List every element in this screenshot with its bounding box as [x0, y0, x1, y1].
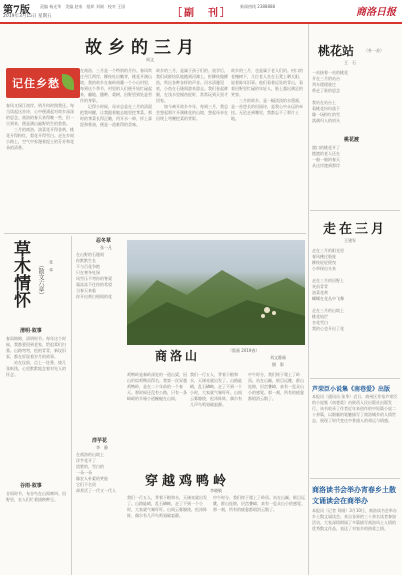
photo-credit-sub: 摄 影 — [272, 362, 284, 367]
leaf-icon — [62, 74, 74, 90]
poem1-text: 在山野的石缝间 你默默生长 不与百花争艳 只在寒冬吐绿 风雪压不弯你的脊梁 霜冻冻不住你的希望 当春天来临 你开出黄白相间的花 — [76, 252, 112, 299]
header-rule — [0, 22, 402, 24]
feature-title: 草木情怀 — [10, 240, 30, 308]
main-byline: 周文 — [146, 57, 154, 62]
news1-text: 本报讯（通讯员 张华）近日，商州区作家芦荣臣的小说集《南巷爱》由陕西人民出版社出版发行。该书收录了作者近年来创作的中短篇小说二十余篇，以细腻的笔触描写了商洛城乡的人情世态，展现了时代变迁中普通人的命运与情感。 — [312, 394, 398, 423]
main-col-2: 故乡的三月，是属于孩子们的。放学后，我们成群结队地跑到河滩上，折柳枝做柳笛，吹出各种各样的声音。河水清澈见底，小鱼在石缝间游来游去。我们卷起裤腿，在浅水里摸鱼捉虾，常常玩到天黑才回家。 如今离开故乡多年，每到三月，我总会想起那片开满桃花的山坡，想起母亲在田埂上弯腰挖菜的背影。 — [156, 68, 228, 121]
right-rule-2 — [310, 378, 400, 379]
news1-title: 芦荣臣小说集《南巷爱》出版 — [312, 386, 391, 393]
feature-part2-title: 谷雨·叙事 — [20, 483, 42, 489]
edition-number: 第7版 — [3, 5, 30, 16]
main-bottom-rule — [4, 233, 306, 234]
issue-date: 2019年3月15日 星期五 — [3, 14, 52, 19]
photo-credit: 刘文静画 — [270, 355, 286, 360]
right-poem3-text: 走在三月的阳光里 春风拂过脸庞 柳枝轻轻摇曳 小草探出头来 走在三月的田野上 麦苗青青 油菜花黄 蝴蝶在花丛中飞舞 走在三月的山坡上 桃花灿烂 杏花雪白 我的心也开出了花 — [312, 248, 344, 331]
bottom-text-1b: 我们一行五人，背着干粮和水，天刚亮就出发了。山路陡峭，乱石嶙峋，走了不到一个小时，大家就气喘吁吁。山间云雾缭绕，松涛阵阵，偶尔有几声鸟鸣划破寂静。 — [127, 495, 207, 518]
poem1-title: 忍冬草 — [96, 238, 112, 244]
column-badge — [6, 68, 80, 98]
newspaper-logo: 商洛日报 — [356, 7, 396, 18]
news2-text: 本报讯（记者 刘刚）3月10日，商洛读书会举办乡土散文诵读会。来自各界的三十余名读者参加活动，大家深情朗诵了多篇描写商洛风土人情的优秀散文作品，表达了对家乡的热爱之情。 — [312, 508, 397, 531]
right-poem3-title: 走在三月 — [323, 222, 388, 237]
intro-text: 春风又绿江南岸，明月何时照我还。每当读起这首诗，心中便涌起对故乡深深的思念。商洛的春天来得晚一些，但一旦到来，便是满山遍野的生机勃勃。 三月的商洛，油菜花开得金黄，桃花开得粉红，梨花开得雪白。走在乡间小路上，空气中弥漫着泥土的芬芳和花朵的清香。 — [6, 103, 74, 150]
right-column-rule — [308, 24, 309, 575]
photo-title: 商洛山 — [155, 349, 201, 363]
editor-info: 责编 杨光华 美编 赵家 组织 刘刚 校对 王国 — [40, 4, 126, 9]
main-col-1: 在商洛，三月是一个特别的月份。春风吹过丹江两岸，柳枝吐出嫩芽，桃花开满山坡。我的故乡在秦岭南麓一个小山村里，每到这个季节，村里的人们便开始忙碌起来，翻地、播种、栽树，田野里到处是劳作的身影。 记得小时候，母亲总是在三月的清晨把我叫醒，让我跟着她去地里挖荠菜。那时的荠菜长得正嫩，用开水一焯，拌上蒜泥和香油，便是一道难得的美味。 — [80, 68, 152, 127]
hotline-info: 新闻热线 2388888 — [240, 4, 276, 9]
mountain-photo — [127, 240, 305, 345]
column-badge-title: 记住乡愁 — [12, 77, 60, 90]
right-poem1-sub: （外一首） — [364, 48, 384, 53]
bottom-byline: 李晓敏 — [210, 488, 222, 493]
feature-rule — [71, 236, 72, 575]
right-poem3-author: 王建军 — [344, 238, 356, 243]
main-col-3: 故乡的三月，也是属于老人们的。村口的老槐树下，几位老人坐在石凳上晒太阳，说着陈年旧事。他们看着远处的青山，看着田野里忙碌的年轻人，脸上露出满足的笑容。 三月的故乡，是一幅淡淡的水墨画，是一首悠长的田园诗，是我心中永远的牵挂。无论走到哪里，我都忘不了那片土地。 — [231, 68, 303, 121]
main-headline: 故乡的三月 — [85, 38, 200, 58]
feature-part1-title: 清明·叙事 — [20, 328, 42, 334]
section-name: ［副 刊］ — [172, 8, 232, 19]
bottom-text-2: 我们一行五人，背着干粮和水，天刚亮就出发了。山路陡峭，乱石嶙峋，走了不到一个小时，大家就气喘吁吁。山间云雾缭绕，松涛阵阵，偶尔有几声鸟鸣划破寂静。 — [190, 372, 242, 407]
mountain-landscape-icon — [127, 240, 305, 345]
right-poem1-text: 一站接着一站的桃花 开在三月的站台 列车缓缓驶过 带走了谁的思念 我站在站台上 看桃花纷纷落下 像一场粉红的雪 落满归人的肩头 — [312, 70, 348, 123]
bottom-text-2b: 中午时分，我们终于爬上了岭顶。站在山巅，极目远眺，群山连绵，层峦叠嶂，真有一览众山小的感觉。那一刻，所有的疲惫都烟消云散了。 — [213, 495, 305, 512]
photo-caption: （版画 2019春） — [228, 348, 260, 353]
news2-title: 商洛读书会举办宵春乡土散文诵读会在商举办 — [312, 485, 396, 505]
feature-part1-text: 春雨绵绵，清明时节。每年这个时候，我都要回到老家，给祖辈们扫墓。山路弯弯，松柏青青，新坟旧冢，都在诉说着岁月的故事。 站在坟前，点上一炷香，烧几张纸钱，心里默默地念着对先人的怀念。 — [6, 336, 66, 377]
right-rule-3 — [310, 478, 400, 479]
right-poem1-author: 王 石 — [344, 60, 356, 65]
right-poem2-text: 渡口的桃花开了 摆渡的老人还在 一船一船的春天 从这岸渡到那岸 — [312, 145, 340, 168]
feature-part2-text: 谷雨时节，布谷鸟在山间啼叫。田野里，农人们忙着插秧种豆。 — [6, 491, 66, 502]
bottom-text-1: 鸡鸭岭是秦岭深处的一道山梁，因山形似鸡鸭而得名。我第一次穿越鸡鸭岭，是在二十年前的一个春天。那时候还没有公路，只有一条崎岖的羊肠小道蜿蜒在山间。 — [127, 372, 187, 401]
page-header — [0, 0, 402, 23]
feature-author: 张 华 — [49, 260, 54, 272]
feature-subtitle: （散文六章） — [37, 262, 44, 298]
poem1-author: 张一凡 — [100, 245, 112, 250]
bottom-headline: 穿越鸡鸭岭 — [145, 474, 231, 489]
right-poem1-title: 桃花站 — [318, 44, 355, 58]
poem2-author: 李 静 — [96, 445, 108, 450]
poem2-text: 在商洛的山坡上 洋芋花开了 淡紫的，雪白的 一朵一朵 像农人朴素的笑脸 它们不名贵 却养活了一代又一代人 — [76, 452, 116, 493]
bottom-text-3: 中午时分，我们终于爬上了岭顶。站在山巅，极目远眺，群山连绵，层峦叠嶂，真有一览众山小的感觉。那一刻，所有的疲惫都烟消云散了。 — [248, 372, 304, 401]
poem2-title: 洋芋花 — [92, 438, 108, 444]
right-poem2-title: 桃花渡 — [344, 137, 360, 143]
right-rule-1 — [310, 210, 400, 211]
